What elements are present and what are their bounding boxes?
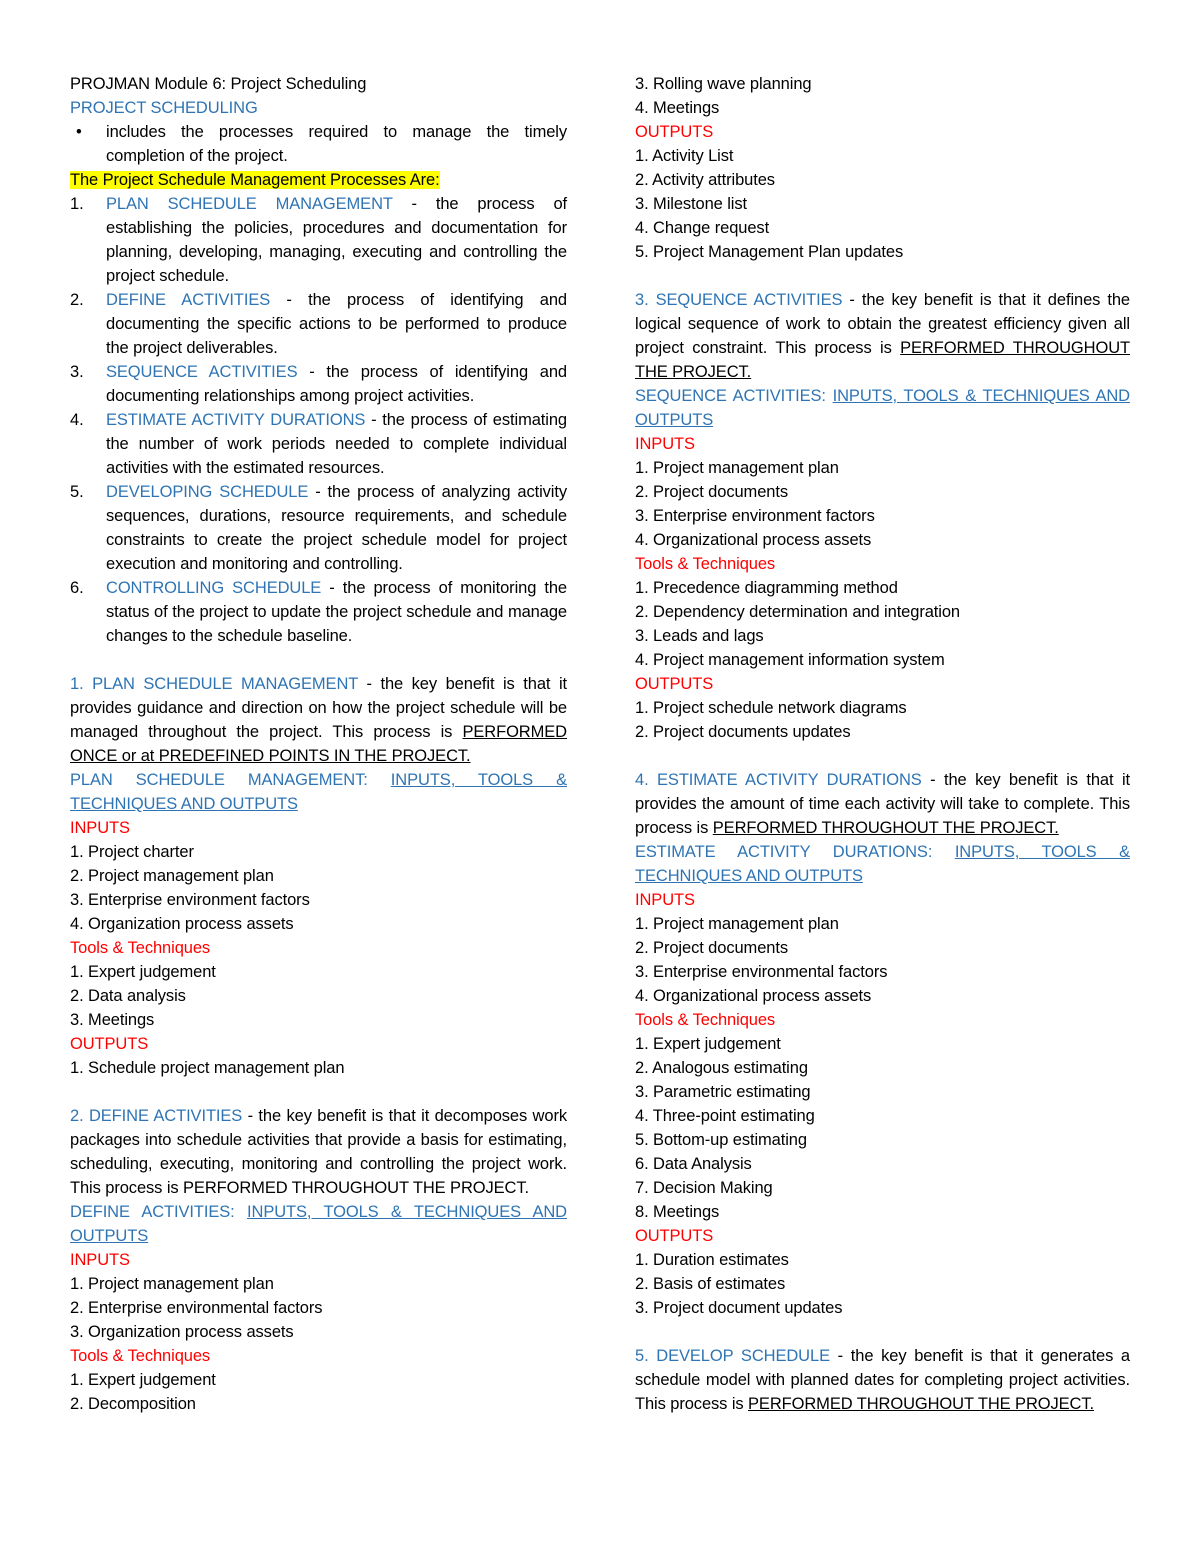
process-item: 4. ESTIMATE ACTIVITY DURATIONS - the process of estimating the number of work periods needed to complete individual activities with the estimated resources.	[70, 411, 567, 477]
bullet-item: • includes the processes required to manage the timely completion of the project.	[70, 120, 567, 168]
list-item: 1. Expert judgement	[635, 1035, 781, 1053]
process-item: 1. PLAN SCHEDULE MANAGEMENT - the process of establishing the policies, procedures and documentation for planning, developing, managing, executing and controlling the project schedule.	[70, 195, 567, 285]
list-item: 3. Rolling wave planning	[635, 75, 812, 93]
list-item: 2. Activity attributes	[635, 171, 775, 189]
processes-heading: The Project Schedule Management Processes Are:	[70, 171, 440, 189]
list-item: 1. Duration estimates	[635, 1251, 789, 1269]
list-item: 1. Project charter	[70, 843, 194, 861]
outputs-label: OUTPUTS	[70, 1035, 149, 1053]
list-item: 1. Project management plan	[635, 915, 839, 933]
list-item: 2. Basis of estimates	[635, 1275, 786, 1293]
list-item: 3. Enterprise environmental factors	[635, 963, 888, 981]
tools-label: Tools & Techniques	[635, 555, 776, 573]
list-item: 1. Project management plan	[70, 1275, 274, 1293]
psm-intro: 1. PLAN SCHEDULE MANAGEMENT - the key benefit is that it provides guidance and direction on how the project schedule will be managed throughout the project. This process is PERFORMED ONCE or at PREDEFINED POINTS IN THE PROJECT.	[70, 675, 567, 765]
tools-label: Tools & Techniques	[70, 1347, 211, 1365]
list-item: 2. Dependency determination and integration	[635, 603, 961, 621]
ead-intro: 4. ESTIMATE ACTIVITY DURATIONS - the key benefit is that it provides the amount of time each activity will take to complete. This process is PERFORMED THROUGHOUT THE PROJECT.	[635, 771, 1130, 837]
list-item: 3. Milestone list	[635, 195, 748, 213]
tools-label: Tools & Techniques	[635, 1011, 776, 1029]
list-item: 4. Organizational process assets	[635, 531, 872, 549]
list-item: 4. Meetings	[635, 99, 720, 117]
section-plan-schedule-management	[70, 672, 567, 1080]
tools-label: Tools & Techniques	[70, 939, 211, 957]
inputs-label: INPUTS	[635, 891, 695, 909]
outputs-label: OUTPUTS	[635, 675, 714, 693]
list-item: 1. Activity List	[635, 147, 734, 165]
list-item: 2. Data analysis	[70, 987, 186, 1005]
list-item: 4. Project management information system	[635, 651, 945, 669]
list-item: 1. Expert judgement	[70, 963, 216, 981]
list-item: 4. Organization process assets	[70, 915, 294, 933]
psm-itto-heading: PLAN SCHEDULE MANAGEMENT: INPUTS, TOOLS & TECHNIQUES AND OUTPUTS	[70, 771, 567, 813]
document-title: PROJMAN Module 6: Project Scheduling	[70, 75, 367, 93]
process-item: 5. DEVELOPING SCHEDULE - the process of analyzing activity sequences, durations, resource requirements, and schedule constraints to create the project schedule model for project execution and monitoring and controlling.	[70, 483, 567, 573]
list-item: 7. Decision Making	[635, 1179, 773, 1197]
right-column	[635, 72, 1130, 1416]
ds-intro: 5. DEVELOP SCHEDULE - the key benefit is that it generates a schedule model with planned dates for completing project activities. This process is PERFORMED THROUGHOUT THE PROJECT.	[635, 1347, 1130, 1413]
list-item: 4. Three-point estimating	[635, 1107, 815, 1125]
inputs-label: INPUTS	[635, 435, 695, 453]
da-intro: 2. DEFINE ACTIVITIES - the key benefit is that it decomposes work packages into schedule activities that provide a basis for estimating, scheduling, executing, monitoring and controlling the project work. This process is PERFORMED THROUGHOUT THE PROJECT.	[70, 1107, 567, 1197]
list-item: 3. Enterprise environment factors	[635, 507, 875, 525]
list-item: 2. Analogous estimating	[635, 1059, 808, 1077]
process-item: 3. SEQUENCE ACTIVITIES - the process of identifying and documenting relationships among project activities.	[70, 363, 567, 405]
ead-itto-heading: ESTIMATE ACTIVITY DURATIONS: INPUTS, TOOLS & TECHNIQUES AND OUTPUTS	[635, 843, 1130, 885]
list-item: 2. Project documents	[635, 483, 788, 501]
list-item: 2. Project management plan	[70, 867, 274, 885]
process-item: 6. CONTROLLING SCHEDULE - the process of monitoring the status of the project to update the project schedule and manage changes to the schedule baseline.	[70, 579, 568, 645]
list-item: 4. Change request	[635, 219, 770, 237]
list-item: 2. Decomposition	[70, 1395, 196, 1413]
outputs-label: OUTPUTS	[635, 123, 714, 141]
list-item: 3. Enterprise environment factors	[70, 891, 310, 909]
list-item: 3. Leads and lags	[635, 627, 764, 645]
list-item: 2. Project documents updates	[635, 723, 851, 741]
da-itto-heading: DEFINE ACTIVITIES: INPUTS, TOOLS & TECHNIQUES AND OUTPUTS	[70, 1203, 568, 1245]
section-heading: PROJECT SCHEDULING	[70, 99, 258, 117]
list-item: 1. Expert judgement	[70, 1371, 216, 1389]
section-estimate-activity-durations	[635, 768, 1130, 1320]
list-item: 3. Parametric estimating	[635, 1083, 811, 1101]
list-item: 8. Meetings	[635, 1203, 720, 1221]
section-define-activities-continued	[635, 72, 1130, 264]
list-item: 3. Meetings	[70, 1011, 155, 1029]
list-item: 2. Project documents	[635, 939, 788, 957]
list-item: 1. Precedence diagramming method	[635, 579, 898, 597]
list-item: 1. Project schedule network diagrams	[635, 699, 907, 717]
process-item: 2. DEFINE ACTIVITIES - the process of identifying and documenting the specific actions to be performed to produce the project deliverables.	[70, 291, 567, 357]
section-sequence-activities	[635, 288, 1130, 744]
section-define-activities	[70, 1104, 567, 1416]
section-develop-schedule	[635, 1344, 1130, 1416]
sa-itto-heading: SEQUENCE ACTIVITIES: INPUTS, TOOLS & TECHNIQUES AND OUTPUTS	[635, 387, 1130, 429]
inputs-label: INPUTS	[70, 819, 130, 837]
list-item: 5. Project Management Plan updates	[635, 243, 904, 261]
list-item: 3. Project document updates	[635, 1299, 843, 1317]
bullet-dot-icon: •	[76, 123, 82, 141]
outputs-label: OUTPUTS	[635, 1227, 714, 1245]
list-item: 3. Organization process assets	[70, 1323, 294, 1341]
list-item: 2. Enterprise environmental factors	[70, 1299, 323, 1317]
list-item: 6. Data Analysis	[635, 1155, 752, 1173]
sa-intro: 3. SEQUENCE ACTIVITIES - the key benefit is that it defines the logical sequence of work to obtain the greatest efficiency given all project constraint. This process is PERFORMED THROUGHOUT THE PROJECT.	[635, 291, 1130, 381]
list-item: 1. Schedule project management plan	[70, 1059, 345, 1077]
processes-list	[70, 192, 567, 648]
inputs-label: INPUTS	[70, 1251, 130, 1269]
list-item: 1. Project management plan	[635, 459, 839, 477]
left-column	[70, 72, 567, 1416]
list-item: 5. Bottom-up estimating	[635, 1131, 807, 1149]
list-item: 4. Organizational process assets	[635, 987, 872, 1005]
